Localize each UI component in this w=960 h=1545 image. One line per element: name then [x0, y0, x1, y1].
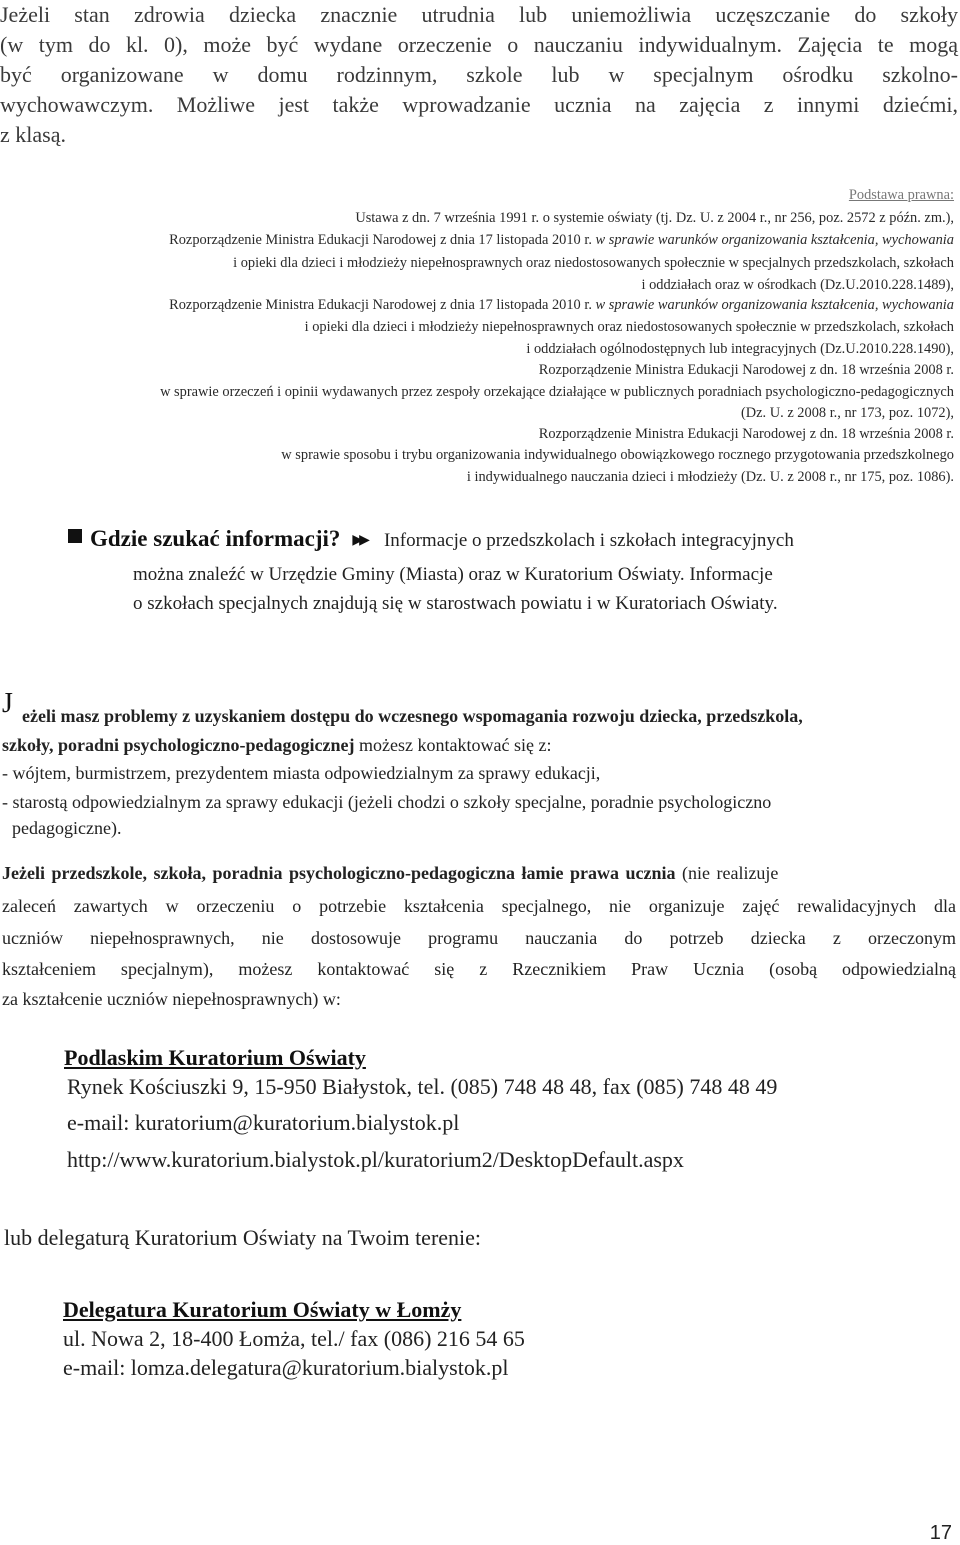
legal-line-6: i opieki dla dzieci i młodzieży niepełnosprawnych oraz niedostosowanych społecznie w przedszkolach, szkołach — [304, 319, 954, 335]
dropcap: J — [2, 688, 13, 719]
rights-line-5: za kształcenie uczniów niepełnosprawnych) w: — [2, 989, 341, 1009]
delegatura-email[interactable]: e-mail: lomza.delegatura@kuratorium.bialystok.pl — [63, 1355, 509, 1380]
contact-item-2-cont: pedagogiczne). — [12, 818, 122, 838]
legal-line-12: w sprawie sposobu i trybu organizowania indywidualnego obowiązkowego rocznego przygotowania przedszkolnego — [281, 447, 954, 463]
info-line-3: o szkołach specjalnych znajdują się w starostwach powiatu i w Kuratoriach Oświaty. — [133, 593, 778, 614]
legal-line-3: i opieki dla dzieci i młodzieży niepełnosprawnych oraz niedostosowanych społecznie w specjalnych przedszkolach, szkołach — [233, 255, 954, 271]
intro-line-2: (w tym do kl. 0), może być wydane orzeczenie o nauczaniu indywidualnym. Zajęcia te mogą — [0, 32, 958, 57]
legal-line-8: Rozporządzenie Ministra Edukacji Narodowej z dn. 18 września 2008 r. — [538, 362, 954, 378]
or-delegatura-line: lub delegaturą Kuratorium Oświaty na Twoim terenie: — [4, 1225, 482, 1250]
square-bullet-icon — [68, 529, 82, 543]
intro-line-3: być organizowane w domu rodzinnym, szkole lub w specjalnym ośrodku szkolno- — [0, 62, 958, 87]
kuratorium-name: Podlaskim Kuratorium Oświaty — [64, 1045, 366, 1070]
intro-line-4: wychowawczym. Możliwe jest także wprowadzanie ucznia na zajęcia z innymi dziećmi, — [0, 92, 958, 117]
rights-line-4: kształceniem specjalnym), możesz kontaktować się z Rzecznikiem Praw Ucznia (osobą odpowiedzialną — [2, 959, 956, 979]
legal-line-11: Rozporządzenie Ministra Edukacji Narodowej z dn. 18 września 2008 r. — [538, 426, 954, 442]
problems-line-1: eżeli masz problemy z uzyskaniem dostępu do wczesnego wspomagania rozwoju dziecka, przedszkola, — [22, 706, 803, 726]
legal-line-5: Rozporządzenie Ministra Edukacji Narodowej z dnia 17 listopada 2010 r. w sprawie warunków organizowania kształcenia, wychowania — [169, 297, 954, 313]
kuratorium-url[interactable]: http://www.kuratorium.bialystok.pl/kuratorium2/DesktopDefault.aspx — [67, 1147, 684, 1172]
legal-line-10: (Dz. U. z 2008 r., nr 173, poz. 1072), — [740, 405, 954, 421]
legal-line-13: i indywidualnego nauczania dzieci i młodzieży (Dz. U. z 2008 r., nr 175, poz. 1086). — [466, 469, 954, 485]
legal-line-1: Ustawa z dn. 7 września 1991 r. o systemie oświaty (tj. Dz. U. z 2004 r., nr 256, poz. 2572 z późn. zm.), — [355, 210, 954, 226]
legal-line-4: i oddziałach oraz w ośrodkach (Dz.U.2010.228.1489), — [641, 277, 954, 293]
contact-item-1: - wójtem, burmistrzem, prezydentem miasta odpowiedzialnym za sprawy edukacji, — [2, 763, 601, 783]
rights-line-1: Jeżeli przedszkole, szkoła, poradnia psychologiczno-pedagogiczna łamie prawa ucznia (nie realizuje — [2, 863, 779, 883]
info-heading: Gdzie szukać informacji? ▶▶ Informacje o przedszkolach i szkołach integracyjnych — [90, 526, 794, 551]
page-number: 17 — [929, 1522, 952, 1544]
legal-line-2: Rozporządzenie Ministra Edukacji Narodowej z dnia 17 listopada 2010 r. w sprawie warunków organizowania kształcenia, wychowania — [169, 232, 954, 248]
problems-line-2: szkoły, poradni psychologiczno-pedagogicznej możesz kontaktować się z: — [2, 735, 552, 755]
intro-line-1: Jeżeli stan zdrowia dziecka znacznie utrudnia lub uniemożliwia uczęszczanie do szkoły — [0, 2, 958, 27]
legal-heading: Podstawa prawna: — [848, 187, 954, 203]
contact-item-2: - starostą odpowiedzialnym za sprawy edukacji (jeżeli chodzi o szkoły specjalne, poradnie psychologiczno — [2, 792, 772, 812]
delegatura-address: ul. Nowa 2, 18-400 Łomża, tel./ fax (086) 216 54 65 — [63, 1326, 525, 1351]
intro-line-5: z klasą. — [0, 122, 66, 147]
delegatura-name: Delegatura Kuratorium Oświaty w Łomży — [63, 1297, 462, 1322]
legal-line-7: i oddziałach ogólnodostępnych lub integracyjnych (Dz.U.2010.228.1490), — [526, 341, 954, 357]
legal-line-9: w sprawie orzeczeń i opinii wydawanych przez zespoły orzekające działające w publicznych poradniach psychologiczno-pedagogicznych — [160, 384, 954, 400]
rights-line-2: zaleceń zawartych w orzeczeniu o potrzebie kształcenia specjalnego, nie organizuje zajęć rewalidacyjnych dla — [2, 896, 956, 916]
double-arrow-icon: ▶▶ — [352, 533, 366, 548]
info-line-2: można znaleźć w Urzędzie Gminy (Miasta) oraz w Kuratorium Oświaty. Informacje — [133, 564, 773, 585]
kuratorium-email[interactable]: e-mail: kuratorium@kuratorium.bialystok.pl — [67, 1110, 460, 1135]
kuratorium-address: Rynek Kościuszki 9, 15-950 Białystok, tel. (085) 748 48 48, fax (085) 748 48 49 — [67, 1074, 778, 1099]
rights-line-3: uczniów niepełnosprawnych, nie dostosowuje programu nauczania do potrzeb dziecka z orzeczonym — [2, 928, 956, 948]
